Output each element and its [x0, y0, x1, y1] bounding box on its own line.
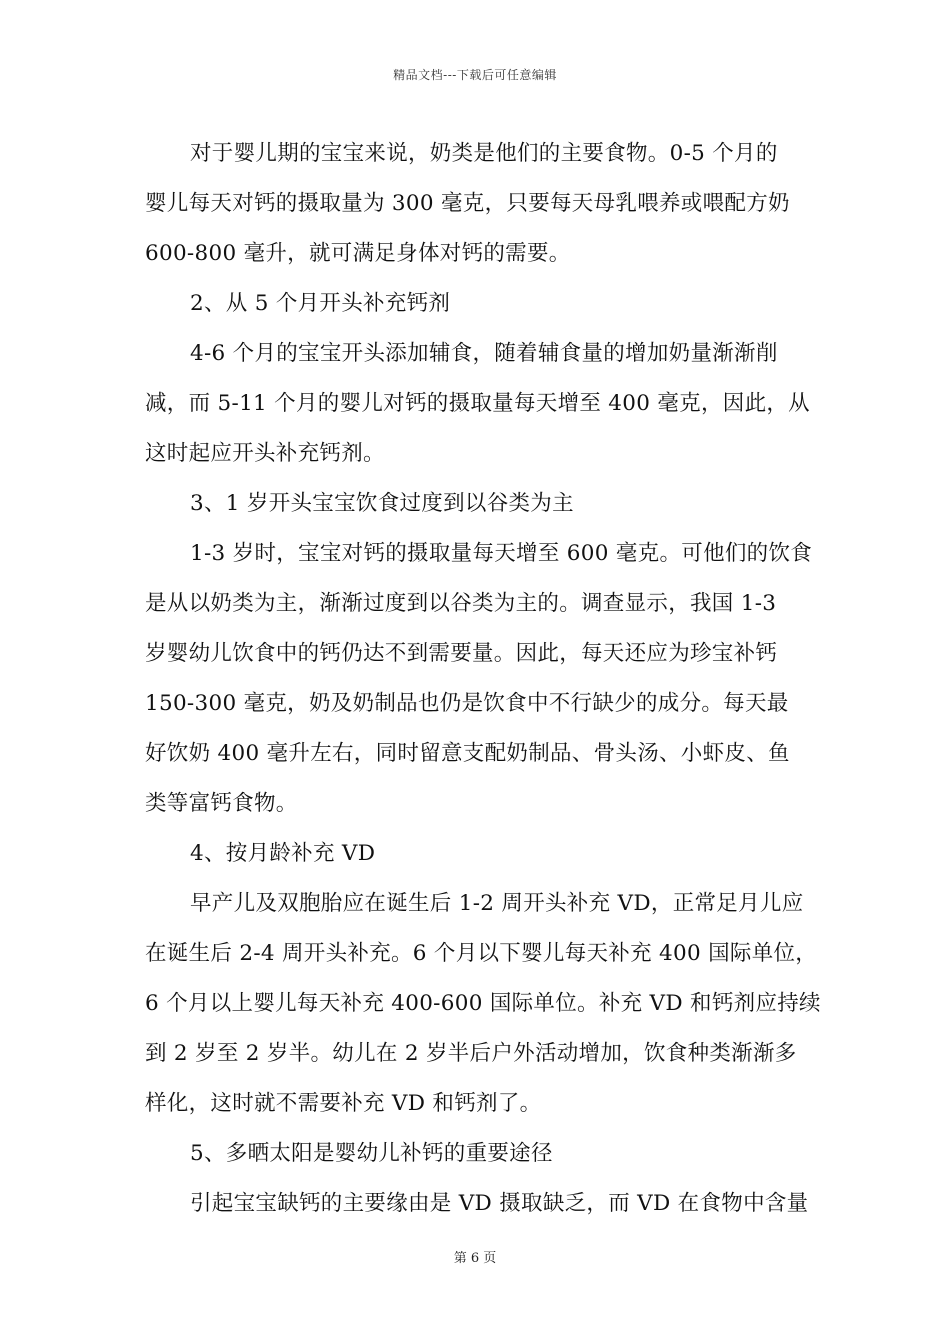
- paragraph-line: 岁婴幼儿饮食中的钙仍达不到需要量。因此，每天还应为珍宝补钙: [145, 641, 778, 666]
- paragraph-line: 600-800 毫升，就可满足身体对钙的需要。: [145, 241, 571, 266]
- paragraph-line: 在诞生后 2-4 周开头补充。6 个月以下婴儿每天补充 400 国际单位，: [145, 941, 818, 966]
- section-heading: 4、按月龄补充 VD: [190, 841, 376, 866]
- paragraph-line: 类等富钙食物。: [145, 791, 298, 816]
- paragraph-line: 6 个月以上婴儿每天补充 400-600 国际单位。补充 VD 和钙剂应持续: [145, 991, 821, 1016]
- page-header: 精品文档---下载后可任意编辑: [393, 68, 557, 82]
- paragraph-line: 4-6 个月的宝宝开头添加辅食，随着辅食量的增加奶量渐渐削: [190, 341, 778, 366]
- paragraph-line: 对于婴儿期的宝宝来说，奶类是他们的主要食物。0-5 个月的: [190, 141, 778, 166]
- paragraph-line: 引起宝宝缺钙的主要缘由是 VD 摄取缺乏，而 VD 在食物中含量: [190, 1191, 809, 1216]
- paragraph-line: 早产儿及双胞胎应在诞生后 1-2 周开头补充 VD，正常足月儿应: [190, 891, 804, 916]
- paragraph-line: 减，而 5-11 个月的婴儿对钙的摄取量每天增至 400 毫克，因此，从: [145, 391, 810, 416]
- paragraph-line: 150-300 毫克，奶及奶制品也仍是饮食中不行缺少的成分。每天最: [145, 691, 789, 716]
- paragraph-line: 是从以奶类为主，渐渐过度到以谷类为主的。调查显示，我国 1-3: [145, 591, 777, 616]
- section-heading: 2、从 5 个月开头补充钙剂: [190, 291, 451, 316]
- section-heading: 3、1 岁开头宝宝饮食过度到以谷类为主: [190, 491, 574, 516]
- paragraph-line: 这时起应开头补充钙剂。: [145, 441, 385, 466]
- paragraph-line: 好饮奶 400 毫升左右，同时留意支配奶制品、骨头汤、小虾皮、鱼: [145, 741, 790, 766]
- paragraph-line: 1-3 岁时，宝宝对钙的摄取量每天增至 600 毫克。可他们的饮食: [190, 541, 813, 566]
- paragraph-line: 到 2 岁至 2 岁半。幼儿在 2 岁半后户外活动增加，饮食种类渐渐多: [145, 1041, 797, 1066]
- document-body: [145, 130, 821, 1230]
- paragraph-line: 样化，这时就不需要补充 VD 和钙剂了。: [145, 1091, 542, 1116]
- page-number: 第 6 页: [453, 1251, 497, 1266]
- section-heading: 5、多晒太阳是婴幼儿补钙的重要途径: [190, 1141, 553, 1166]
- paragraph-line: 婴儿每天对钙的摄取量为 300 毫克，只要每天母乳喂养或喂配方奶: [145, 191, 790, 216]
